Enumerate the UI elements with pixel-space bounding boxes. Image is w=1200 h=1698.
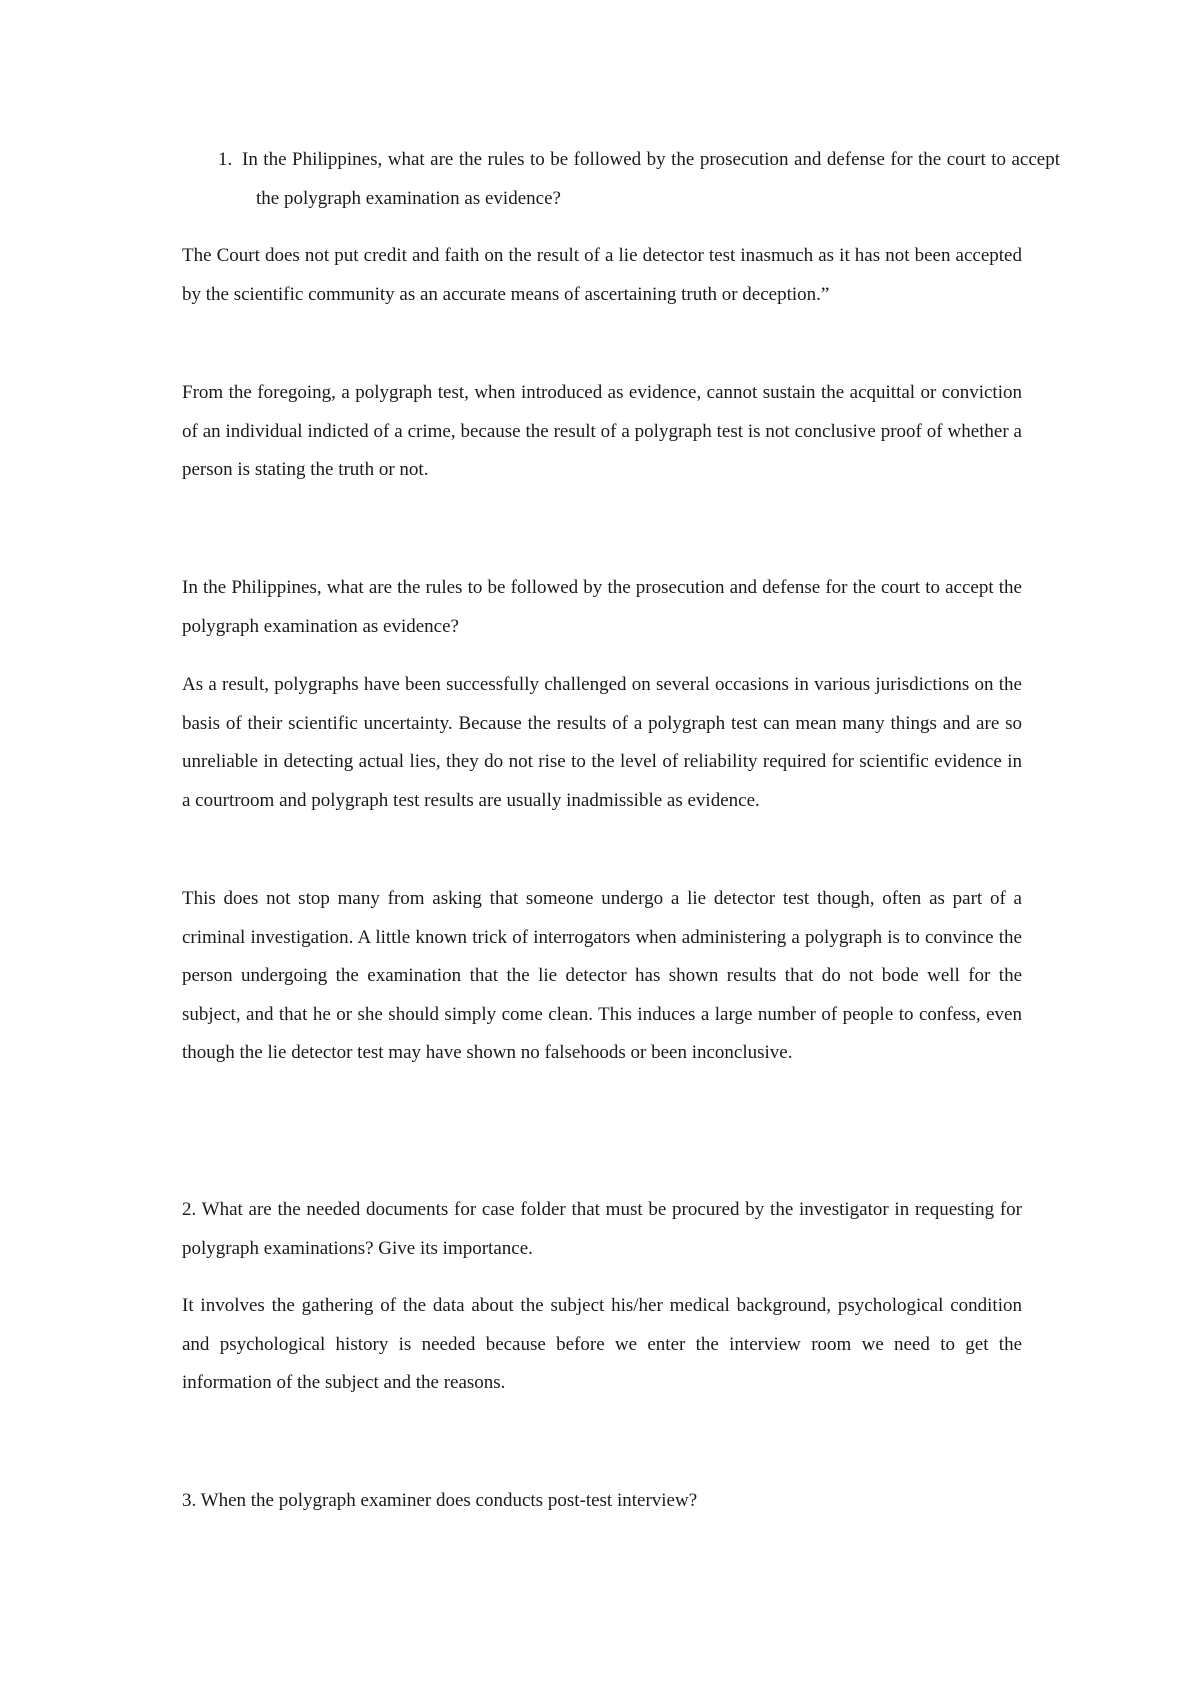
question-1-list-item <box>218 141 1060 218</box>
question-1-text: In the Philippines, what are the rules to be followed by the prosecution and defense for the court to accept the polygraph examination as evidence? <box>242 149 1060 209</box>
answer-1-paragraph-3: As a result, polygraphs have been successfully challenged on several occasions in various jurisdictions on the basis of their scientific uncertainty. Because the results of a polygraph test can mean many things and are so unreliable in detecting actual lies, they do not rise to the level of reliability required for scientific evidence in a courtroom and polygraph test results are usually inadmissible as evidence. <box>182 674 1022 811</box>
question-3: 3. When the polygraph examiner does conducts post-test interview? <box>182 1490 698 1511</box>
answer-1-paragraph-1: The Court does not put credit and faith on the result of a lie detector test inasmuch as it has not been accepted by the scientific community as an accurate means of ascertaining truth or deception.” <box>182 245 1022 305</box>
list-number: 1. <box>218 149 233 170</box>
answer-1-paragraph-2: From the foregoing, a polygraph test, when introduced as evidence, cannot sustain the acquittal or conviction of an individual indicted of a crime, because the result of a polygraph test is not conclusive proof of whether a person is stating the truth or not. <box>182 382 1022 480</box>
question-1-repeat: In the Philippines, what are the rules to be followed by the prosecution and defense for the court to accept the polygraph examination as evidence? <box>182 577 1022 637</box>
answer-2-paragraph: It involves the gathering of the data about the subject his/her medical background, psychological condition and psychological history is needed because before we enter the interview room we need to get the information of the subject and the reasons. <box>182 1295 1022 1393</box>
question-2: 2. What are the needed documents for case folder that must be procured by the investigator in requesting for polygraph examinations? Give its importance. <box>182 1199 1022 1259</box>
answer-1-paragraph-4: This does not stop many from asking that someone undergo a lie detector test though, often as part of a criminal investigation. A little known trick of interrogators when administering a polygraph is to convince the person undergoing the examination that the lie detector has shown results that do not bode well for the subject, and that he or she should simply come clean. This induces a large number of people to confess, even though the lie detector test may have shown no falsehoods or been inconclusive. <box>182 888 1022 1063</box>
